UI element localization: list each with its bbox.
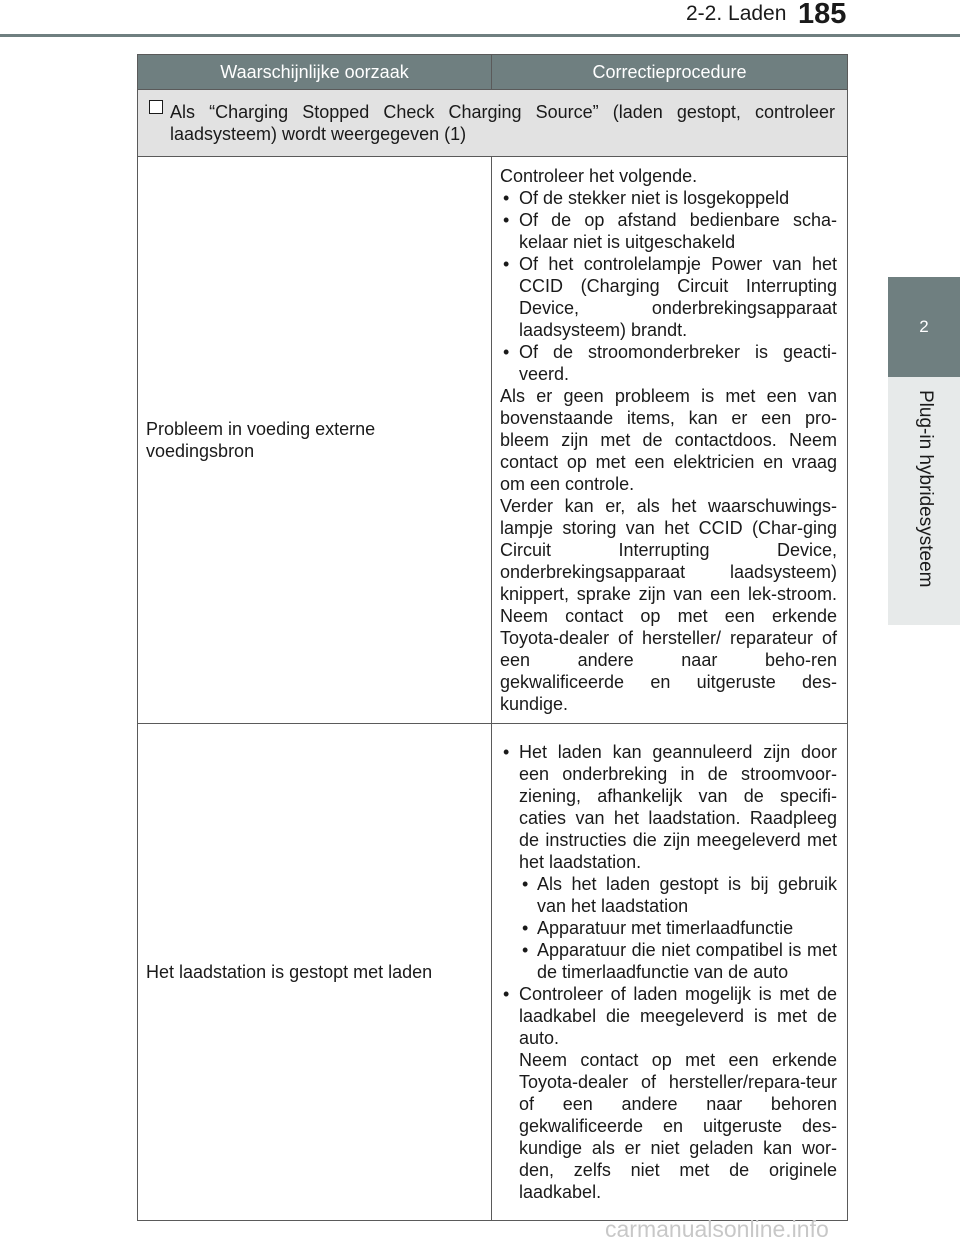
table-header-row — [138, 55, 848, 90]
nested-list — [519, 873, 837, 983]
chapter-tab — [888, 277, 960, 377]
chapter-label: Plug-in hybridesysteem — [915, 390, 936, 588]
section-title: 2-2. Laden — [686, 2, 787, 25]
column-header-cause: Waarschijnlijke oorzaak — [138, 55, 492, 90]
cause-cell — [138, 724, 492, 1221]
list-item: • Of de stroomonderbreker is geacti-veerd. — [500, 341, 837, 385]
chapter-number: 2 — [919, 317, 929, 336]
procedure-cell — [492, 157, 848, 724]
list-item-text: • Het laden kan geannuleerd zijn door een onderbreking in de stroomvoor-ziening, afhankelijk van de specifi-caties van het laadstation. Raadpleeg de instructies die zijn meegeleverd met het laadstation. — [519, 742, 837, 872]
nested-list-item: • Als het laden gestopt is bij gebruik van het laadstation — [519, 873, 837, 917]
procedure-cell — [492, 724, 848, 1221]
nested-list-item: • Apparatuur met timerlaadfunctie — [519, 917, 837, 939]
list-item: • Of de stekker niet is losgekoppeld — [500, 187, 837, 209]
message-subheader — [138, 90, 848, 157]
column-header-procedure: Correctieprocedure — [492, 55, 848, 90]
list-item-text: • Controleer of laden mogelijk is met de laadkabel die meegeleverd is met de auto. — [519, 984, 837, 1048]
troubleshooting-table — [137, 54, 848, 1221]
table-row — [138, 724, 848, 1221]
list-item: • Of de op afstand bedienbare scha-kelaar niet is uitgeschakeld — [500, 209, 837, 253]
procedure-paragraph: Verder kan er, als het waarschuwings-lampje storing van het CCID (Char-ging Circuit Interrupting Device, onderbrekingsapparaat laadsysteem) knippert, sprake zijn van een lek-stroom. Neem contact op met een erkende Toyota-dealer of hersteller/ reparateur of een andere naar beho-ren gekwalificeerde en uitgeruste des-kundige. — [500, 496, 837, 714]
list-item-followup: Neem contact op met een erkende Toyota-dealer of hersteller/repara-teur of een andere naar behoren gekwalificeerde en uitgeruste des-kundige als er niet geladen kan wor-den, zelfs niet met de originele laadkabel. — [519, 1050, 837, 1202]
list-item: • Of het controlelampje Power van het CCID (Charging Circuit Interrupting Device, onderbrekingsapparaat laadsysteem) brandt. — [500, 253, 837, 341]
table-row — [138, 157, 848, 724]
cause-text: Het laadstation is gestopt met laden — [146, 962, 433, 982]
watermark: carmanualsonline.info — [605, 1216, 829, 1242]
check-list — [500, 187, 837, 385]
procedure-intro: Controleer het volgende. — [500, 166, 698, 186]
cause-text: Probleem in voeding externe voedingsbron — [146, 419, 376, 461]
procedure-paragraph: Als er geen probleem is met een van bovenstaande items, kan er een pro-bleem zijn met de contactdoos. Neem contact op met een elektricien en vraag om een controle. — [500, 386, 837, 494]
list-item — [500, 983, 837, 1203]
header-rule — [0, 34, 960, 37]
checkbox-icon — [149, 100, 163, 114]
table-subheader-row — [138, 90, 848, 157]
procedure-list — [500, 741, 837, 1203]
page-number: 185 — [798, 0, 847, 30]
list-item — [500, 741, 837, 983]
cause-cell — [138, 157, 492, 724]
subheader-text: Als “Charging Stopped Check Charging Source” (laden gestopt, controleer laadsysteem) wordt weergegeven (1) — [170, 102, 835, 144]
nested-list-item: • Apparatuur die niet compatibel is met de timerlaadfunctie van de auto — [519, 939, 837, 983]
